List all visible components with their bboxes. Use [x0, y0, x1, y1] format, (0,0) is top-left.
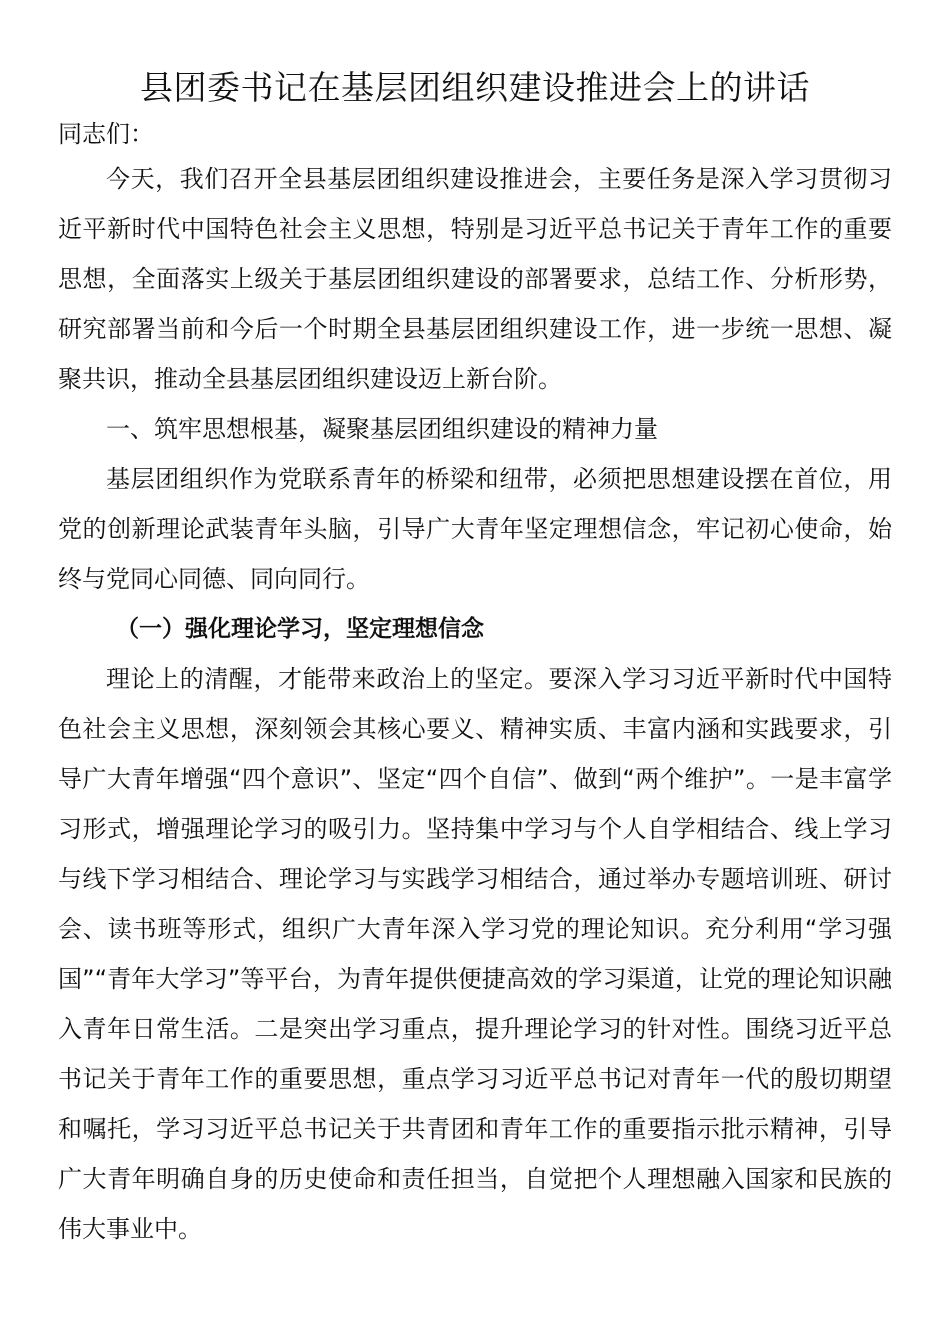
salutation: 同志们：: [58, 120, 154, 148]
section-1-paragraph: 基层团组织作为党联系青年的桥梁和纽带，必须把思想建设摆在首位，用党的创新理论武装青年头脑，引导广大青年坚定理想信念，牢记初心使命，始终与党同心同德、同向同行。: [58, 465, 892, 593]
document-page: [58, 62, 892, 1254]
section-1-heading: 一、筑牢思想根基，凝聚基层团组织建设的精神力量: [106, 415, 658, 443]
intro-paragraph: 今天，我们召开全县基层团组织建设推进会，主要任务是深入学习贯彻习近平新时代中国特色社会主义思想，特别是习近平总书记关于青年工作的重要思想，全面落实上级关于基层团组织建设的部署要求，总结工作、分析形势，研究部署当前和今后一个时期全县基层团组织建设工作，进一步统一思想、凝聚共识，推动全县基层团组织建设迈上新台阶。: [58, 165, 892, 393]
document-title: 县团委书记在基层团组织建设推进会上的讲话: [140, 68, 810, 107]
subsection-1-heading: （一）强化理论学习，坚定理想信念: [116, 616, 484, 642]
subsection-1-paragraph: 理论上的清醒，才能带来政治上的坚定。要深入学习习近平新时代中国特色社会主义思想，深刻领会其核心要义、精神实质、丰富内涵和实践要求，引导广大青年增强“四个意识”、坚定“四个自信”、做到“两个维护”。一是丰富学习形式，增强理论学习的吸引力。坚持集中学习与个人自学相结合、线上学习与线下学习相结合、理论学习与实践学习相结合，通过举办专题培训班、研讨会、读书班等形式，组织广大青年深入学习党的理论知识。充分利用“学习强国”“青年大学习”等平台，为青年提供便捷高效的学习渠道，让党的理论知识融入青年日常生活。二是突出学习重点，提升理论学习的针对性。围绕习近平总书记关于青年工作的重要思想，重点学习习近平总书记对青年一代的殷切期望和嘱托，学习习近平总书记关于共青团和青年工作的重要指示批示精神，引导广大青年明确自身的历史使命和责任担当，自觉把个人理想融入国家和民族的伟大事业中。: [58, 665, 892, 1243]
